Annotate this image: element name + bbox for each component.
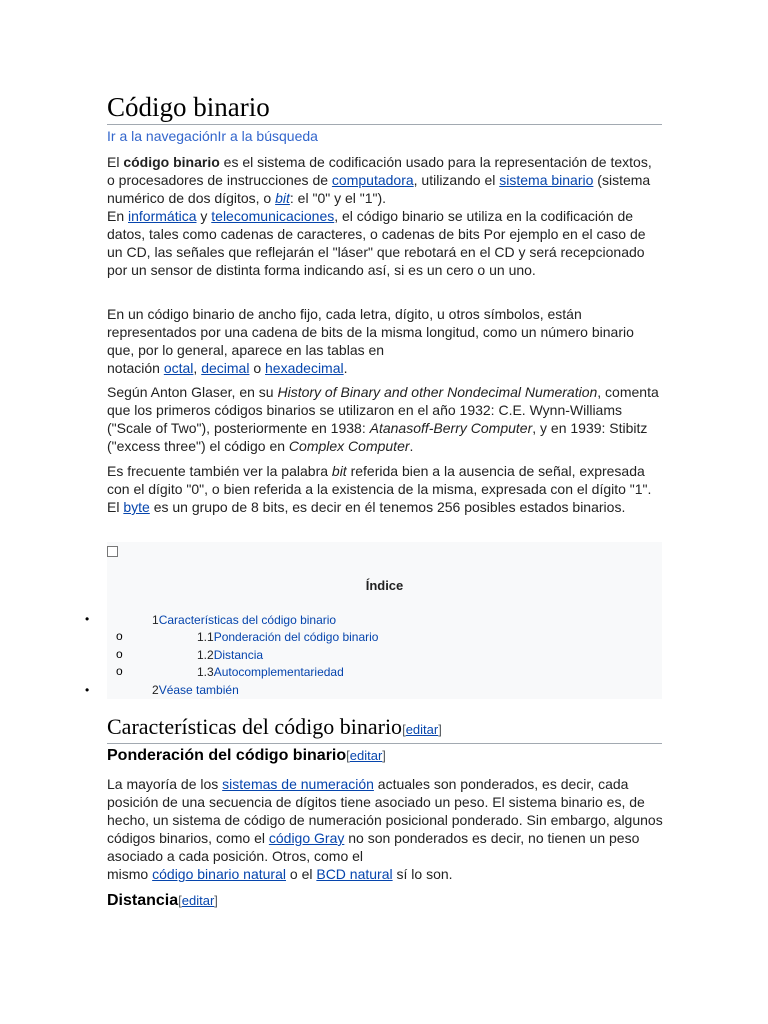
toc-item-1[interactable]: 1Características del código binario — [152, 613, 337, 627]
link-octal[interactable]: octal — [163, 360, 194, 376]
section-heading-caracteristicas: Características del código binario[editar] — [107, 713, 662, 744]
table-of-contents — [107, 542, 662, 699]
intro-paragraph-3: Según Anton Glaser, en su History of Binary and other Nondecimal Numeration, comenta que los primeros códigos binarios se utilizaron en el año 1932: C.E. Wynn-Williams ("Scale of Two"), posteriormente en 1938: Atanasoff-Berry Computer, y en 1939: Stibitz ("excess three") el código en Complex Computer. — [107, 384, 659, 454]
jump-links — [107, 128, 318, 145]
toc-bullet-1-2: o — [116, 647, 123, 661]
intro-paragraph-1: El código binario es el sistema de codificación usado para la representación de textos, o procesadores de instrucciones de computadora, utilizando el sistema binario (sistema numérico de dos dígitos, o bit: el "0" y el "1"). En informática y telecomunicaciones, el código binario se utiliza en la codificación de datos, tales como cadenas de caracteres, o cadenas de bits Por ejemplo en el caso de un CD, las señales que reflejarán el "láser" que rebotará en el CD y será recepcionado por un sensor de distinta forma indicando así, si es un cero o un uno. — [107, 154, 652, 278]
toc-item-2[interactable]: 2Véase también — [152, 683, 239, 697]
subsection-heading-ponderacion: Ponderación del código binario[editar] — [107, 747, 386, 764]
link-sistemas-de-numeracion[interactable]: sistemas de numeración — [222, 776, 374, 792]
edit-link[interactable]: editar — [405, 722, 439, 737]
link-codigo-binario-natural[interactable]: código binario natural — [152, 866, 286, 882]
jump-to-navigation-link[interactable]: Ir a la navegación — [107, 128, 218, 144]
toc-bullet-1-1: o — [116, 629, 123, 643]
bold-term: código binario — [123, 154, 220, 170]
link-computadora[interactable]: computadora — [331, 172, 414, 188]
subsection-heading-distancia: Distancia[editar] — [107, 892, 218, 909]
intro-paragraph-4: Es frecuente también ver la palabra bit referida bien a la ausencia de señal, expresada con el dígito "0", o bien referida a la existencia de la misma, expresada con el dígito "1". El byte es un grupo de 8 bits, es decir en él tenemos 256 posibles estados binarios. — [107, 463, 652, 515]
link-decimal[interactable]: decimal — [201, 360, 250, 376]
link-hexadecimal[interactable]: hexadecimal — [265, 360, 344, 376]
link-byte[interactable]: byte — [123, 499, 150, 515]
edit-section-link: [editar] — [346, 748, 386, 763]
edit-section-link: [editar] — [402, 722, 442, 737]
edit-link[interactable]: editar — [349, 748, 383, 763]
toc-item-1-1[interactable]: 1.1Ponderación del código binario — [197, 630, 379, 644]
link-bcd-natural[interactable]: BCD natural — [316, 866, 393, 882]
link-bit[interactable]: bit — [275, 190, 290, 206]
link-telecomunicaciones[interactable]: telecomunicaciones — [211, 208, 335, 224]
link-sistema-binario[interactable]: sistema binario — [499, 172, 594, 188]
toc-item-1-3[interactable]: 1.3Autocomplementariedad — [197, 665, 344, 679]
toc-bullet-2: • — [85, 683, 90, 697]
edit-link[interactable]: editar — [181, 893, 215, 908]
ponderacion-paragraph: La mayoría de los sistemas de numeración actuales son ponderados, es decir, cada posición de una secuencia de dígitos tiene asociado un peso. El sistema binario es, de hecho, un sistema de código de numeración posicional ponderado. Sin embargo, algunos códigos binarios, como el código Gray no son ponderados es decir, no tienen un peso asociado a cada posición. Otros, como el mismo código binario natural o el BCD natural sí lo son. — [107, 776, 663, 882]
page-title: Código binario — [107, 90, 662, 125]
toc-toggle-checkbox[interactable] — [107, 546, 118, 557]
toc-title: Índice — [365, 578, 404, 593]
intro-paragraph-2: En un código binario de ancho fijo, cada letra, dígito, u otros símbolos, están representados por una cadena de bits de la misma longitud, como un número binario que, por lo general, aparece en las tablas en notación octal, decimal o hexadecimal. — [107, 306, 634, 376]
edit-section-link: [editar] — [178, 893, 218, 908]
jump-to-search-link[interactable]: Ir a la búsqueda — [217, 128, 318, 144]
toc-item-1-2[interactable]: 1.2Distancia — [197, 648, 264, 662]
link-informatica[interactable]: informática — [128, 208, 197, 224]
toc-bullet-1-3: o — [116, 664, 123, 678]
link-codigo-gray[interactable]: código Gray — [268, 830, 345, 846]
toc-bullet-1: • — [85, 612, 90, 626]
